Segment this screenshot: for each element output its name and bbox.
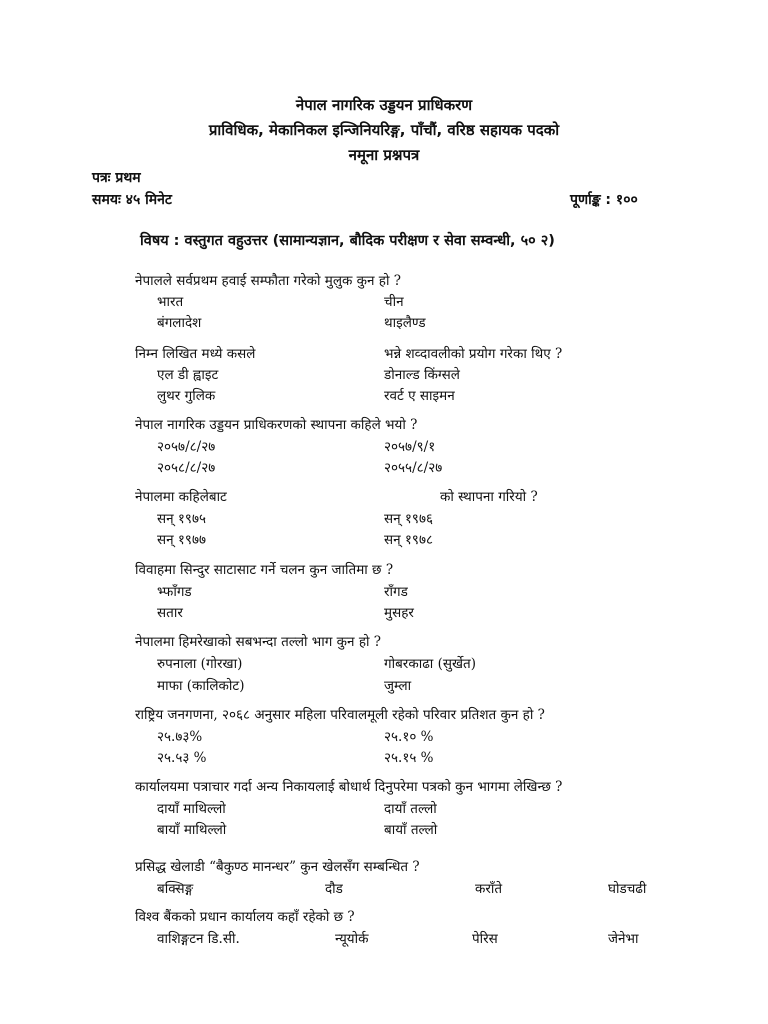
- option-b: २०५७/९/१: [384, 439, 436, 455]
- question-text: नेपालमा हिमरेखाको सबभन्दा तल्लो भाग कुन हो ?: [135, 634, 382, 650]
- option-c: लुथर गुलिक: [157, 388, 216, 404]
- option-c: २०५८/८/२७: [157, 460, 216, 476]
- option-b: दौड: [325, 881, 343, 897]
- option-d: मुसहर: [384, 605, 414, 621]
- option-b: डोनाल्ड किंग्सले: [384, 367, 460, 383]
- option-d: रवर्ट ए साइमन: [384, 388, 455, 404]
- question-text: नेपालले सर्वप्रथम हवाई सम्फौता गरेको मुलुक कुन हो ?: [135, 273, 401, 289]
- option-d: २०५५/८/२७: [384, 460, 443, 476]
- question-text: राष्ट्रिय जनगणना, २०६८ अनुसार महिला परिवालमूली रहेको परिवार प्रतिशत कुन हो ?: [135, 707, 545, 723]
- question-text: विवाहमा सिन्दुर साटासाट गर्ने चलन कुन जातिमा छ ?: [135, 562, 394, 578]
- option-b: राँगड: [384, 584, 408, 600]
- question-text-tail: को स्थापना गरियो ?: [440, 489, 538, 505]
- option-c: बंगलादेश: [157, 315, 202, 331]
- option-a: वाशिङ्गटन डि.सी.: [157, 931, 240, 947]
- question-text-tail: भन्ने शव्दावलीको प्रयोग गरेका थिए ?: [384, 346, 563, 362]
- paper-label: पत्रः प्रथम: [92, 170, 141, 186]
- option-b: २५.१० %: [384, 729, 434, 745]
- option-d: घोडचढी: [608, 881, 647, 897]
- option-d: बायाँ तल्लो: [384, 822, 438, 838]
- question-text: प्रसिद्ध खेलाडी “बैकुण्ठ मानन्धर” कुन खेलसँग सम्बन्धित ?: [135, 859, 420, 875]
- option-a: २५.७३%: [157, 729, 203, 745]
- option-a: २०५७/८/२७: [157, 439, 216, 455]
- option-a: सन् १९७५: [157, 511, 206, 527]
- option-b: दायाँ तल्लो: [384, 801, 437, 817]
- option-d: जेनेभा: [608, 931, 639, 947]
- question-text: निम्न लिखित मध्ये कसले: [135, 346, 256, 362]
- question-text: नेपालमा कहिलेबाट: [135, 489, 227, 505]
- paper-type-title: नमूना प्रश्नपत्र: [348, 146, 420, 164]
- question-text: नेपाल नागरिक उड्डयन प्राधिकरणको स्थापना कहिले भयो ?: [135, 417, 418, 433]
- option-a: भारत: [157, 294, 184, 310]
- option-d: सन् १९७८: [384, 532, 433, 548]
- option-c: सतार: [157, 605, 183, 621]
- option-b: न्यूयोर्क: [335, 931, 369, 947]
- option-b: चीन: [384, 294, 404, 310]
- question-text: विश्व बैंकको प्रधान कार्यालय कहाँ रहेको छ ?: [135, 909, 355, 925]
- time-label: समयः ४५ मिनेट: [92, 192, 172, 208]
- option-a: रुपनाला (गोरखा): [157, 656, 243, 672]
- option-d: थाइलैण्ड: [384, 315, 426, 331]
- option-c: सन् १९७७: [157, 532, 206, 548]
- option-d: जुम्ला: [384, 678, 412, 694]
- option-c: कराँते: [475, 881, 503, 897]
- org-title: नेपाल नागरिक उड्डयन प्राधिकरण: [295, 96, 473, 114]
- subject-heading: विषय : वस्तुगत वहुउत्तर (सामान्यज्ञान, बौदिक परीक्षण र सेवा सम्वन्धी, ५० २): [140, 233, 555, 249]
- question-text: कार्यालयमा पत्राचार गर्दा अन्य निकायलाई बोधार्थ दिनुपरेमा पत्रको कुन भागमा लेखिन्छ ?: [135, 779, 563, 795]
- option-b: गोबरकाढा (सुर्खेत): [384, 656, 476, 672]
- option-a: दायाँ माथिल्लो: [157, 801, 226, 817]
- option-a: एल डी ह्वाइट: [157, 367, 219, 383]
- option-a: बक्सिङ्ग: [157, 881, 194, 897]
- option-d: २५.१५ %: [384, 750, 434, 766]
- option-c: बायाँ माथिल्लो: [157, 822, 227, 838]
- option-a: भ्फाँगड: [157, 584, 192, 600]
- option-c: २५.५३ %: [157, 750, 207, 766]
- option-c: माफा (कालिकोट): [157, 678, 245, 694]
- post-title: प्राविधिक, मेकानिकल इन्जिनियरिङ्ग, पाँचौं, वरिष्ठ सहायक पदको: [208, 121, 560, 139]
- option-b: सन् १९७६: [384, 511, 433, 527]
- full-marks-label: पूर्णाङ्क : १००: [570, 192, 638, 208]
- option-c: पेरिस: [472, 931, 498, 947]
